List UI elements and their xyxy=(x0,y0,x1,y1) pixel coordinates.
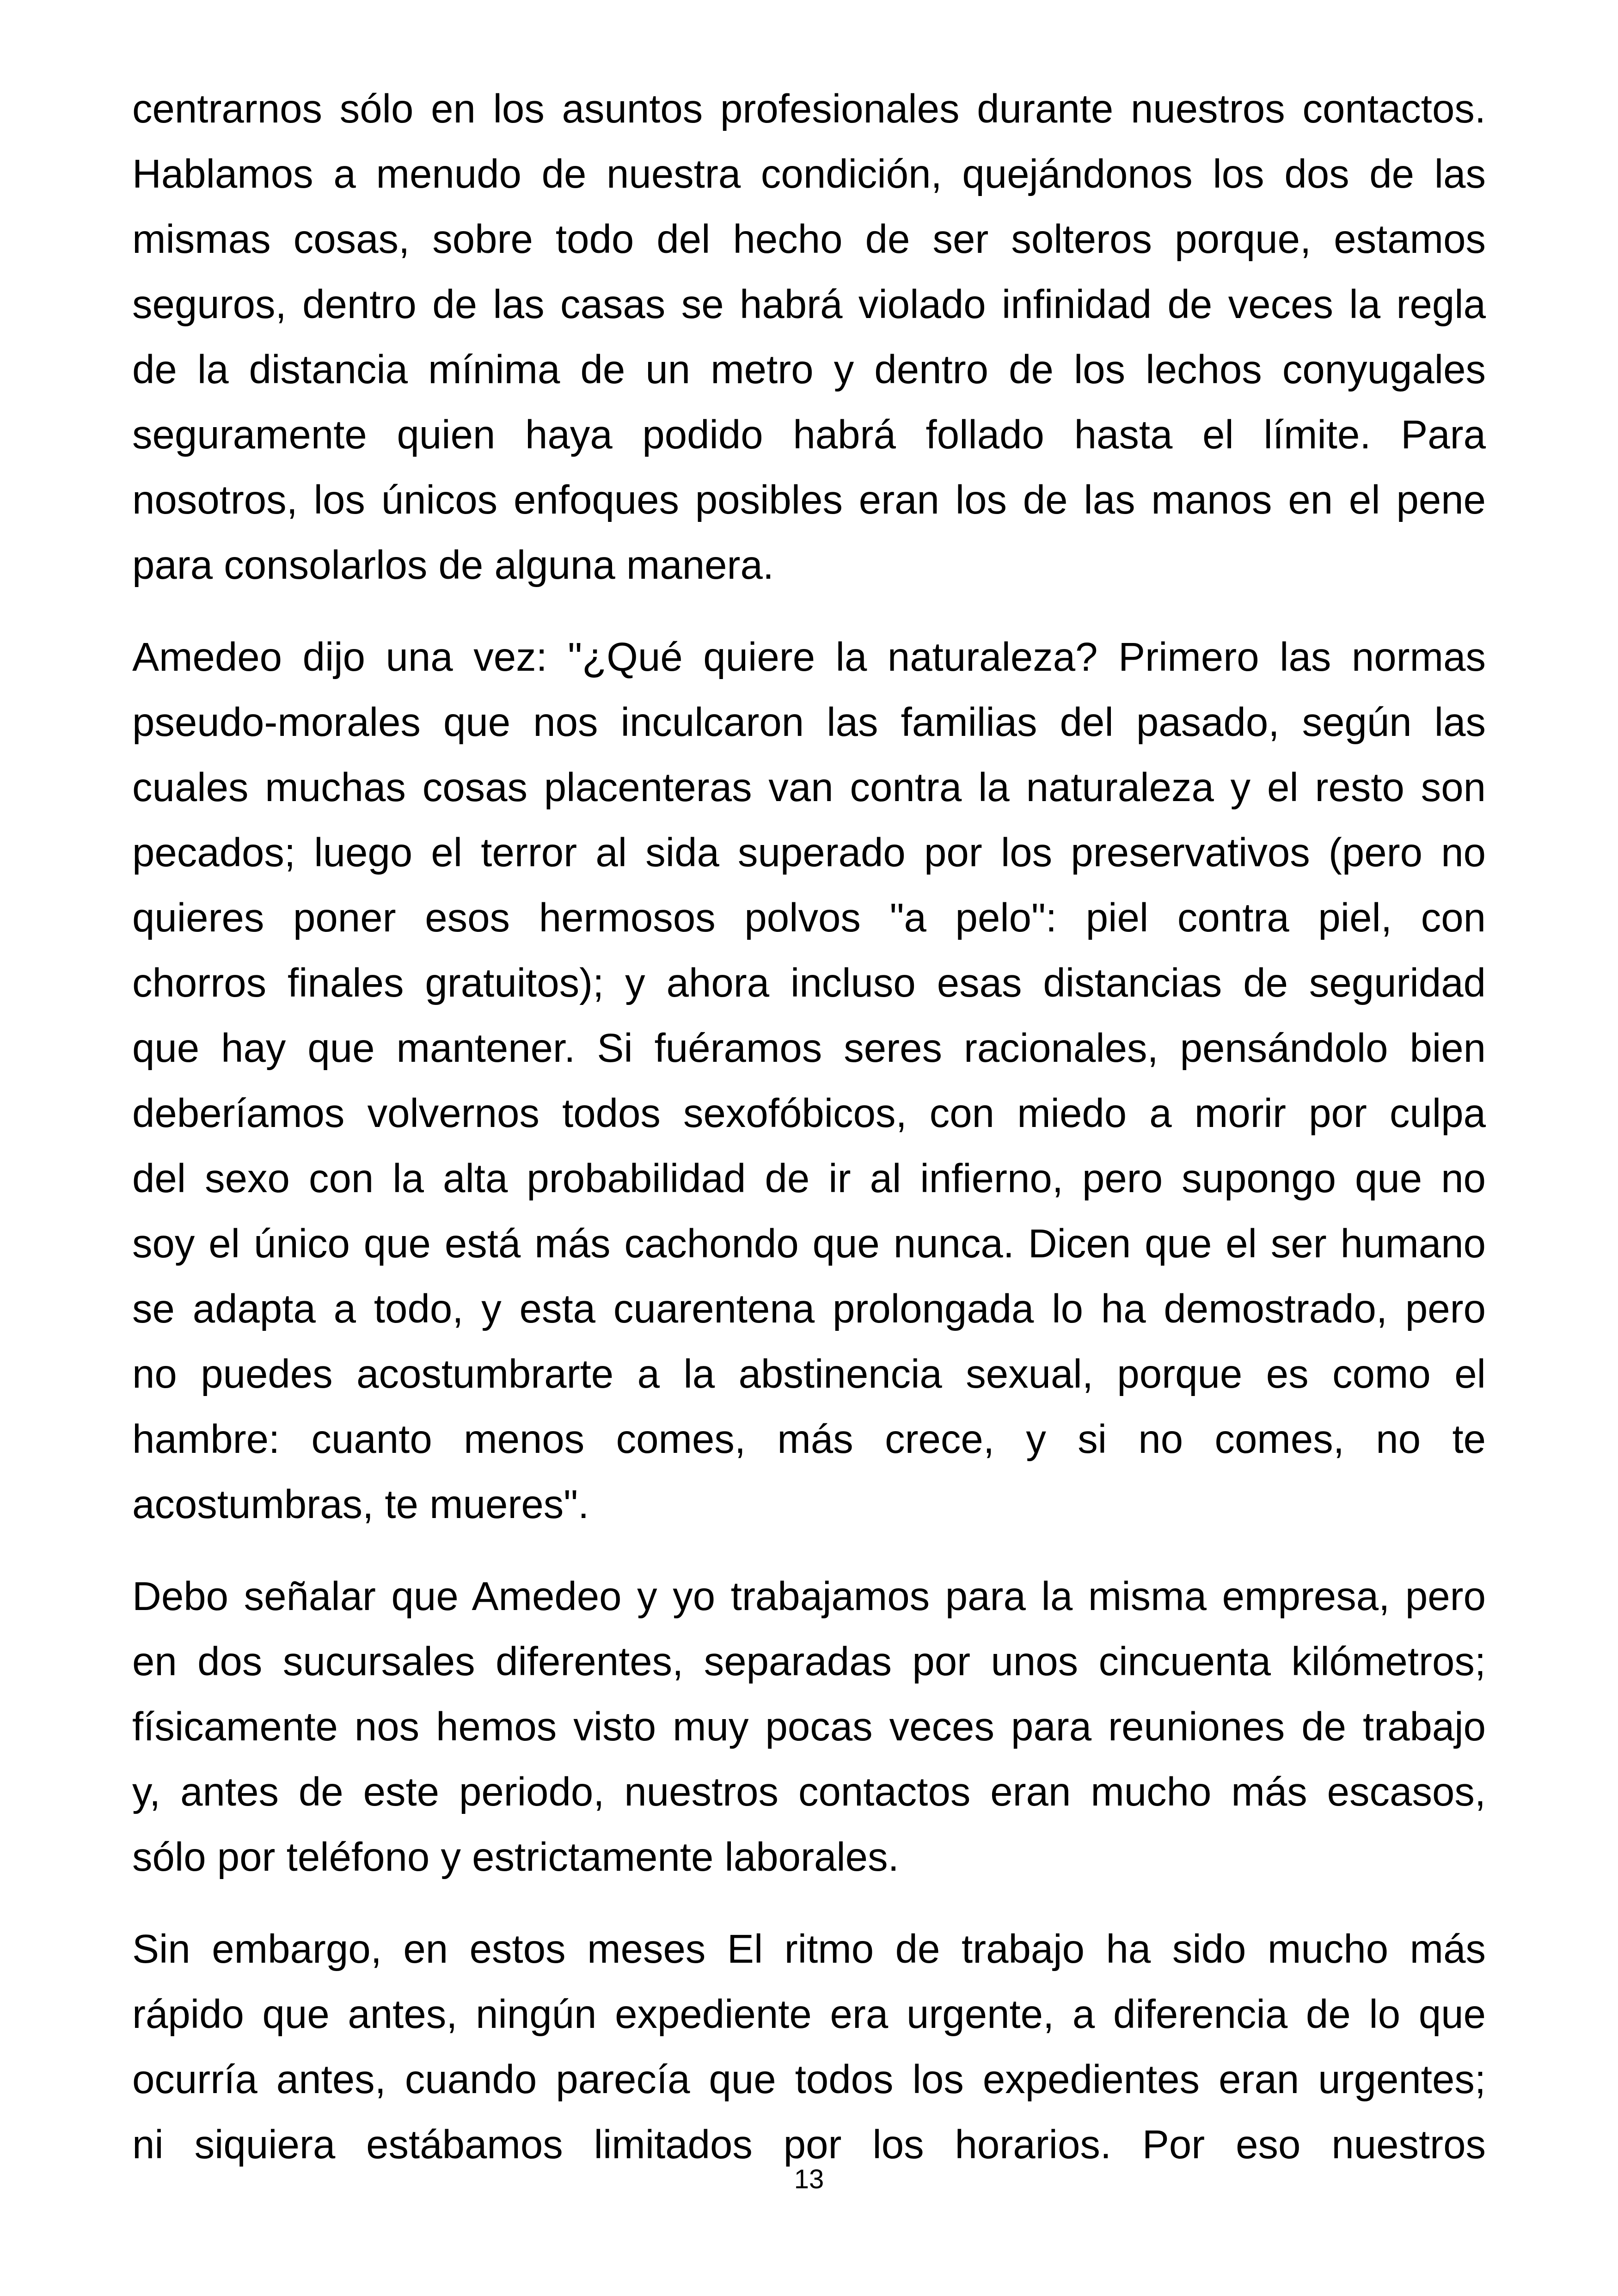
text-line: cuales muchas cosas placenteras van contra la naturaleza y el resto son xyxy=(132,765,1486,810)
text-line: pseudo-morales que nos inculcaron las familias del pasado, según las xyxy=(132,700,1486,745)
text-line: seguramente quien haya podido habrá follado hasta el límite. Para xyxy=(132,412,1486,457)
text-line: soy el único que está más cachondo que nunca. Dicen que el ser humano xyxy=(132,1221,1486,1266)
page-number: 13 xyxy=(794,2164,824,2194)
text-line: se adapta a todo, y esta cuarentena prolongada lo ha demostrado, pero xyxy=(132,1286,1486,1331)
text-line: Debo señalar que Amedeo y yo trabajamos para la misma empresa, pero xyxy=(132,1574,1486,1619)
text-line: centrarnos sólo en los asuntos profesionales durante nuestros contactos. xyxy=(132,86,1486,131)
text-line: nosotros, los únicos enfoques posibles eran los de las manos en el pene xyxy=(132,478,1486,522)
text-line: del sexo con la alta probabilidad de ir al infierno, pero supongo que no xyxy=(132,1156,1486,1201)
paragraph-3 xyxy=(132,1564,1486,1890)
text-line: deberíamos volvernos todos sexofóbicos, con miedo a morir por culpa xyxy=(132,1091,1486,1136)
body-text xyxy=(132,76,1486,2204)
text-line: no puedes acostumbrarte a la abstinencia sexual, porque es como el xyxy=(132,1352,1486,1396)
text-line: y, antes de este periodo, nuestros contactos eran mucho más escasos, xyxy=(132,1769,1486,1814)
text-line: rápido que antes, ningún expediente era urgente, a diferencia de lo que xyxy=(132,1992,1486,2037)
text-line: de la distancia mínima de un metro y dentro de los lechos conyugales xyxy=(132,347,1486,392)
text-line: hambre: cuanto menos comes, más crece, y si no comes, no te xyxy=(132,1417,1486,1462)
text-line: seguros, dentro de las casas se habrá violado infinidad de veces la regla xyxy=(132,282,1486,327)
text-line: sólo por teléfono y estrictamente laborales. xyxy=(132,1835,899,1880)
text-line: Amedeo dijo una vez: "¿Qué quiere la naturaleza? Primero las normas xyxy=(132,635,1486,680)
text-line: en dos sucursales diferentes, separadas por unos cincuenta kilómetros; xyxy=(132,1639,1486,1684)
text-line: físicamente nos hemos visto muy pocas veces para reuniones de trabajo xyxy=(132,1704,1486,1749)
text-line: para consolarlos de alguna manera. xyxy=(132,543,774,588)
text-line: quieres poner esos hermosos polvos "a pelo": piel contra piel, con xyxy=(132,895,1486,940)
text-line: que hay que mantener. Si fuéramos seres racionales, pensándolo bien xyxy=(132,1026,1486,1071)
paragraph-1 xyxy=(132,76,1486,598)
paragraph-2 xyxy=(132,625,1486,1537)
text-line: ni siquiera estábamos limitados por los horarios. Por eso nuestros xyxy=(132,2122,1486,2167)
text-line: Hablamos a menudo de nuestra condición, quejándonos los dos de las xyxy=(132,152,1486,196)
text-line: chorros finales gratuitos); y ahora incluso esas distancias de seguridad xyxy=(132,961,1486,1005)
text-line: pecados; luego el terror al sida superado por los preservativos (pero no xyxy=(132,830,1486,875)
text-line: mismas cosas, sobre todo del hecho de ser solteros porque, estamos xyxy=(132,217,1486,262)
text-line: Sin embargo, en estos meses El ritmo de trabajo ha sido mucho más xyxy=(132,1927,1486,1971)
text-line: ocurría antes, cuando parecía que todos los expedientes eran urgentes; xyxy=(132,2057,1486,2102)
paragraph-4 xyxy=(132,1916,1486,2177)
text-line: acostumbras, te mueres". xyxy=(132,1482,589,1527)
